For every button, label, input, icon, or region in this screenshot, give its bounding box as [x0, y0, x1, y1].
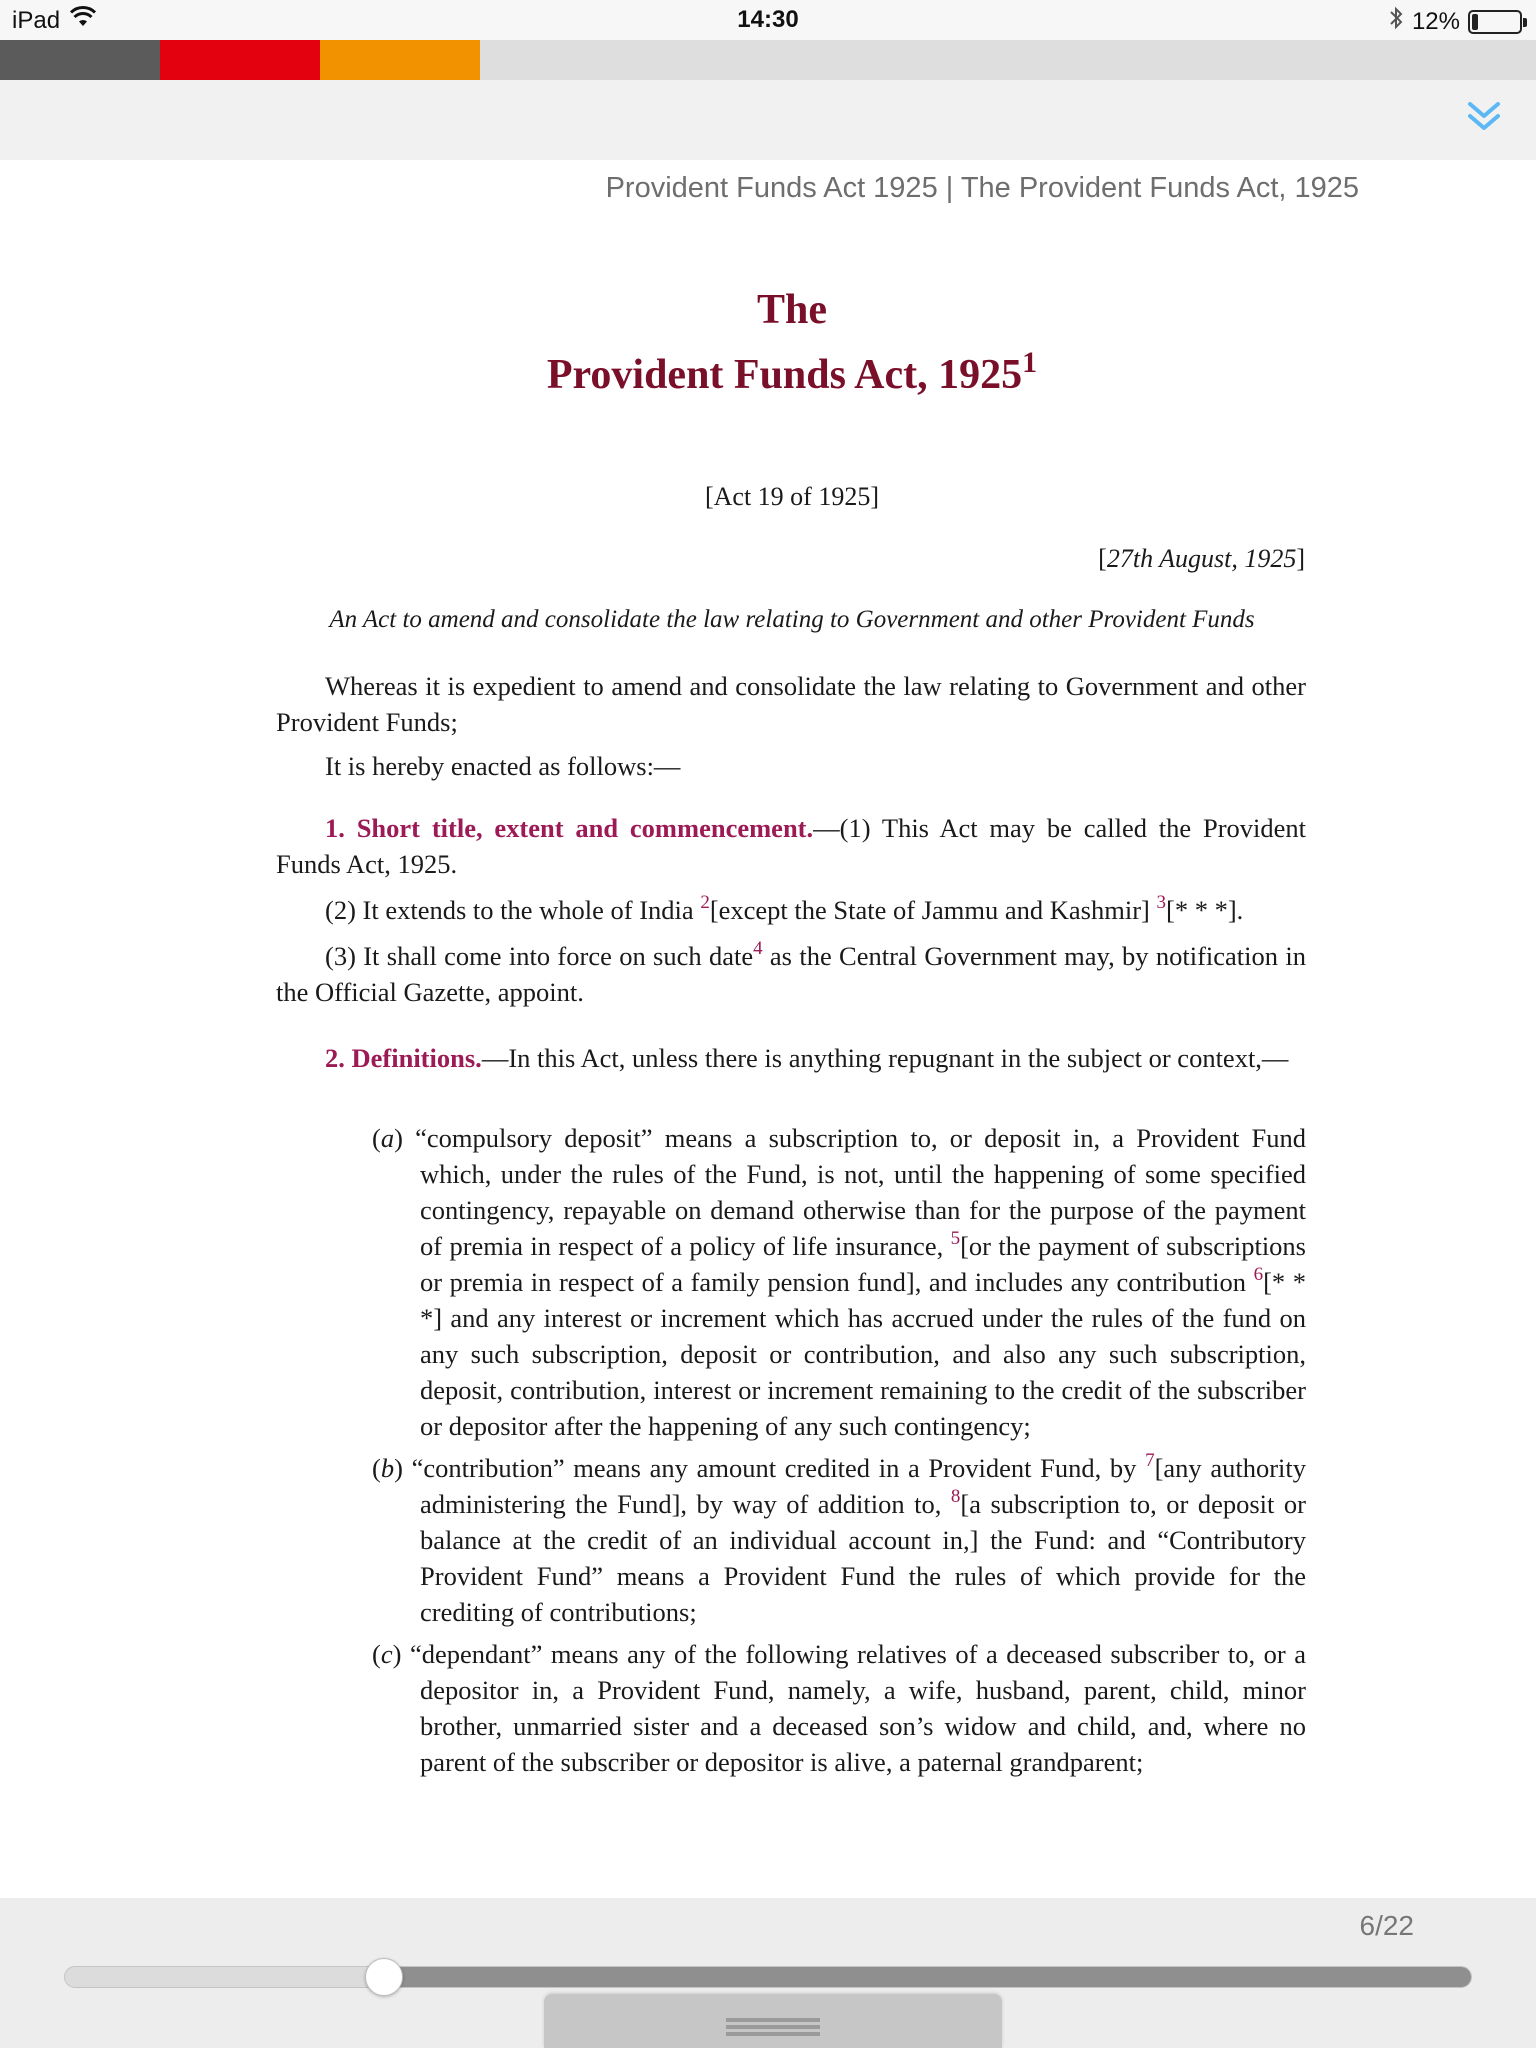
page-slider-fill — [385, 1967, 1471, 1987]
section-1-text: —(1) This Act may be called the Provident Funds Act, 1925. — [276, 813, 1307, 879]
top-toolbar — [0, 80, 1536, 160]
footnote-ref-1[interactable]: 1 — [1022, 346, 1038, 379]
device-label: iPad — [12, 6, 61, 34]
preamble-enacted: It is hereby enacted as follows:— — [325, 751, 681, 781]
footnote-ref-5[interactable]: 5 — [950, 1228, 961, 1249]
footnote-ref-6[interactable]: 6 — [1253, 1264, 1264, 1285]
title-line-1: The — [756, 287, 827, 333]
act-date: [27th August, 1925] — [1098, 544, 1305, 573]
battery-percent: 12% — [1411, 7, 1460, 35]
battery-icon — [1468, 10, 1522, 34]
running-header: Provident Funds Act 1925 | The Provident Funds Act, 1925 — [605, 172, 1359, 204]
clause-b-text-1: “contribution” means any amount credited in a Provident Fund, by — [402, 1453, 1146, 1483]
section-1-para-1 — [276, 810, 1306, 882]
footnote-ref-2[interactable]: 2 — [700, 892, 710, 913]
section-1-heading: 1. Short title, extent and commencement. — [325, 813, 814, 843]
preamble — [276, 668, 1306, 784]
section-2-intro — [276, 1040, 1306, 1076]
bluetooth-icon — [1388, 6, 1404, 37]
act-number: [Act 19 of 1925] — [704, 482, 879, 511]
tab-dark-gray[interactable] — [0, 40, 160, 80]
footnote-ref-3[interactable]: 3 — [1156, 892, 1166, 913]
clause-c: (c) “dependant” means any of the following relatives of a deceased subscriber to, or a depositor in, a Provident Fund, namely, a wife, husband, parent, child, minor brother, unmarried sister and a deceased son’s widow and child, and, where no parent of the subscriber or depositor is alive, a paternal grandparent; — [372, 1639, 1306, 1777]
clause-b-text-3: [a subscription to, or deposit or balance at the credit of an individual account in,] the Fund: and “Contributory Provident Fund” means a Provident Fund the rules of which provide for the crediting of contributions; — [420, 1489, 1306, 1627]
preamble-whereas: Whereas it is expedient to amend and consolidate the law relating to Government and other Provident Funds; — [276, 671, 1306, 737]
s1-2-text-b: [except the State of Jammu and Kashmir] — [709, 895, 1157, 925]
s1-3-text-b: as the Central Government may, by notification in the Official Gazette, appoint. — [276, 941, 1306, 1007]
tab-red[interactable] — [160, 40, 320, 80]
drawer-handle[interactable] — [544, 1994, 1002, 2048]
s1-2-text-a: (2) It extends to the whole of India — [325, 895, 701, 925]
page-title — [0, 346, 1536, 399]
clause-a-text-1: “compulsory deposit” means a subscription to, or deposit in, a Provident Fund which, under the rules of the Fund, is not, until the happening of some specified contingency, repayable on demand otherwise than for the purpose of the payment of premia in respect of a policy of life insurance, — [402, 1123, 1306, 1261]
section-1 — [276, 810, 1306, 1010]
page-indicator: 6/22 — [1359, 1910, 1414, 1941]
document-page[interactable] — [0, 160, 1536, 1900]
section-2-heading: 2. Definitions. — [325, 1043, 482, 1073]
status-bar — [0, 0, 1536, 40]
document-tab-strip — [0, 40, 1536, 80]
clause-a: (a) “compulsory deposit” means a subscription to, or deposit in, a Provident Fund which, under the rules of the Fund, is not, until the happening of some specified contingency, repayable on demand otherwise than for the purpose of the payment of premia in respect of a policy of life insurance, $^5$[or the payment of subscriptions or premia in respect of a family pension fund], and includes any contribution $^6$[* * *] and any interest or increment which has accrued under the rules of the fund on any such subscription, deposit or contribution, and also any such subscription, deposit, contribution, interest or increment remaining to the credit of the subscriber or depositor after the happening of any such contingency; — [372, 1123, 1306, 1441]
clause-b-text-2: [any authority administering the Fund], by way of addition to, — [420, 1453, 1307, 1519]
section-2-text: —In this Act, unless there is anything repugnant in the subject or context,— — [481, 1043, 1289, 1073]
section-1-para-3 — [276, 938, 1306, 1010]
grip-icon — [726, 2018, 820, 2022]
clause-a-text-3: [* * *] and any interest or increment which has accrued under the rules of the fund on any such subscription, deposit or contribution, and also any such subscription, deposit, contribution, interest or increment remaining to the credit of the subscriber or depositor after the happening of any such contingency; — [420, 1267, 1306, 1441]
bottom-navigation-bar — [0, 1898, 1536, 2048]
page-slider-thumb[interactable] — [365, 1958, 403, 1996]
clause-c-text-1: “dependant” means any of the following relatives of a deceased subscriber to, or a depositor in, a Provident Fund, namely, a wife, husband, parent, child, minor brother, unmarried sister and a deceased son’s widow and child, and, where no parent of the subscriber or depositor is alive, a paternal grandparent; — [401, 1639, 1306, 1777]
tab-orange[interactable] — [320, 40, 480, 80]
footnote-ref-8[interactable]: 8 — [950, 1486, 961, 1507]
section-1-para-2 — [276, 892, 1306, 928]
footnote-ref-7[interactable]: 7 — [1145, 1450, 1155, 1471]
status-right — [1388, 6, 1522, 37]
footnote-ref-4[interactable]: 4 — [753, 938, 763, 959]
page-slider-track[interactable] — [64, 1966, 1472, 1988]
definitions-list — [372, 1120, 1306, 1786]
clause-b: (b) “contribution” means any amount credited in a Provident Fund, by $^7$[any authority administering the Fund], by way of addition to, $^8$[a subscription to, or deposit or balance at the credit of an individual account in,] the Fund: and “Contributory Provident Fund” means a Provident Fund the rules of which provide for the crediting of contributions; — [372, 1450, 1307, 1627]
s1-2-text-c: [* * *]. — [1166, 895, 1244, 925]
section-2 — [276, 1040, 1306, 1076]
clause-a-text-2: [or the payment of subscriptions or premia in respect of a family pension fund], and includes any contribution — [420, 1231, 1306, 1297]
title-line-2: Provident Funds Act, 1925 — [546, 352, 1023, 398]
long-title: An Act to amend and consolidate the law relating to Government and other Provident Funds — [329, 606, 1255, 633]
double-chevron-down-icon[interactable] — [1458, 90, 1510, 142]
clock: 14:30 — [737, 6, 799, 33]
s1-3-text-a: (3) It shall come into force on such date — [325, 941, 754, 971]
